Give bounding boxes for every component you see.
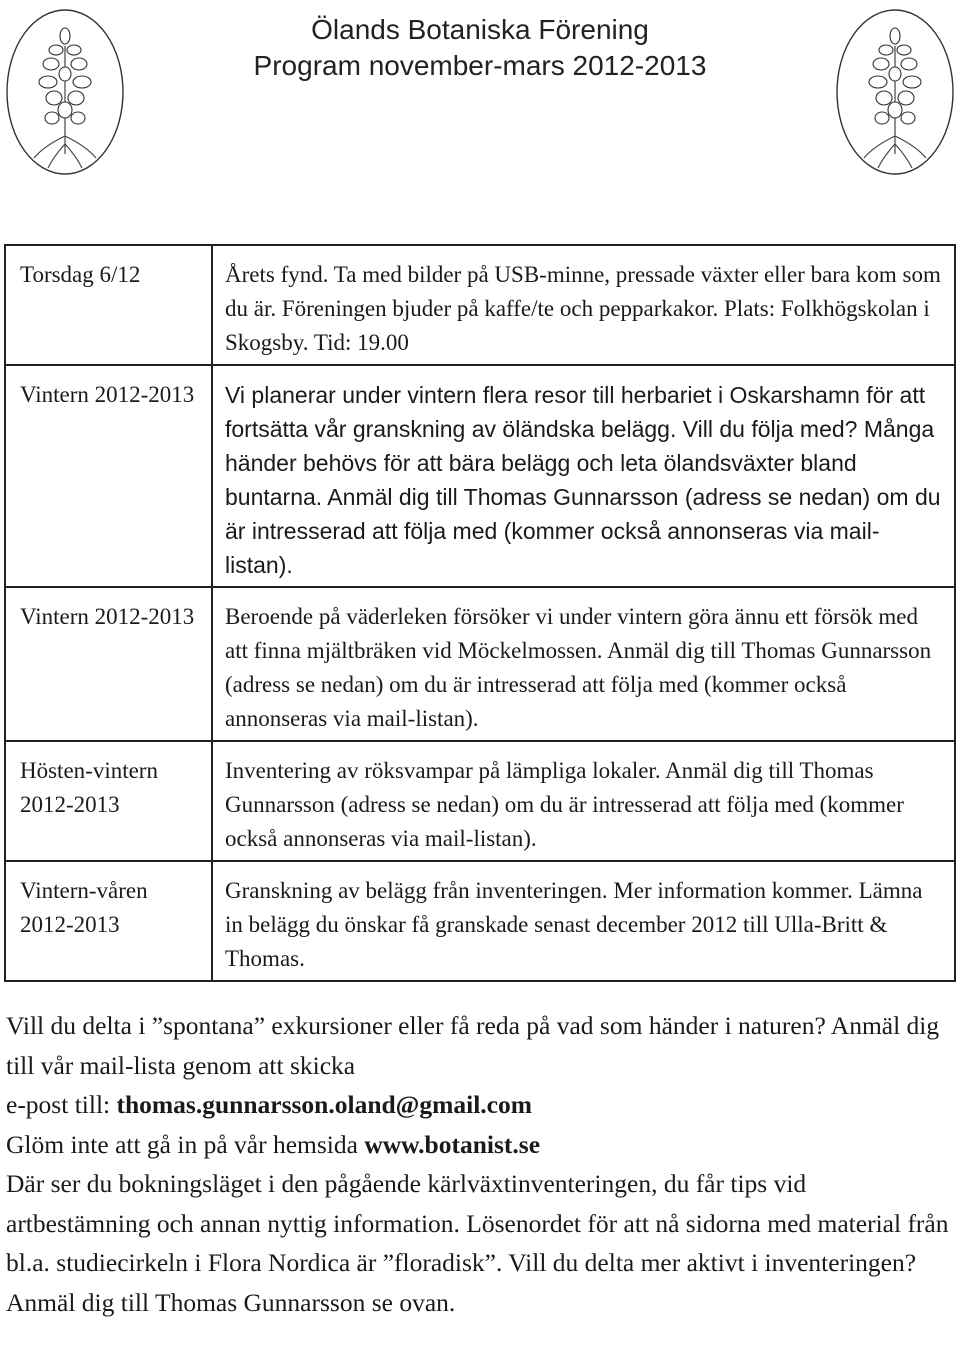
event-description: Inventering av röksvampar på lämpliga lokaler. Anmäl dig till Thomas Gunnarsson (adress se nedan) om du är intresserad att följa med (kommer också annonseras via mail-listan).	[212, 741, 955, 861]
email-line	[6, 1085, 956, 1125]
info-section	[6, 1006, 956, 1322]
website-prefix: Glöm inte att gå in på vår hemsida	[6, 1129, 365, 1159]
orchid-emblem-icon	[4, 6, 126, 178]
event-description: Beroende på väderleken försöker vi under vintern göra ännu ett försök med att finna mjältbräken vid Möckelmossen. Anmäl dig till Thomas Gunnarsson (adress se nedan) om du är intresserad att följa med (kommer också annonseras via mail-listan).	[212, 587, 955, 741]
table-row	[5, 741, 955, 861]
table-row	[5, 587, 955, 741]
website-line	[6, 1125, 956, 1165]
event-description: Årets fynd. Ta med bilder på USB-minne, pressade växter eller bara kom som du är. Föreningen bjuder på kaffe/te och pepparkakor. Plats: Folkhögskolan i Skogsby. Tid: 19.00	[212, 245, 955, 365]
document-header	[0, 12, 960, 84]
program-table	[4, 244, 956, 982]
email-link[interactable]: thomas.gunnarsson.oland@gmail.com	[116, 1090, 532, 1119]
orchid-emblem-icon	[834, 6, 956, 178]
event-description: Vi planerar under vintern flera resor till herbariet i Oskarshamn för att fortsätta vår granskning av öländska belägg. Vill du följa med? Många händer behövs för att bära belägg och leta ölandsväxter bland buntarna. Anmäl dig till Thomas Gunnarsson (adress se nedan) om du är intresserad att följa med (kommer också annonseras via mail-listan).	[212, 365, 955, 587]
page-subtitle: Program november-mars 2012-2013	[253, 50, 707, 81]
event-date: Torsdag 6/12	[5, 245, 212, 365]
event-date: Vintern 2012-2013	[5, 365, 212, 587]
event-date: Vintern 2012-2013	[5, 587, 212, 741]
website-link[interactable]: www.botanist.se	[364, 1129, 541, 1159]
email-prefix: e-post till:	[6, 1090, 117, 1119]
page-title: Ölands Botaniska Förening	[311, 14, 649, 45]
event-description: Granskning av belägg från inventeringen. Mer information kommer. Lämna in belägg du önskar få granskade senast december 2012 till Ulla-Britt & Thomas.	[212, 861, 955, 981]
event-date: Vintern-våren 2012-2013	[5, 861, 212, 981]
closing-paragraph: Där ser du bokningsläget i den pågående kärlväxtinventeringen, du får tips vid artbestämning och annan nyttig information. Lösenordet för att nå sidorna med material från bl.a. studiecirkeln i Flora Nordica är ”floradisk”. Vill du delta mer aktivt i inventeringen? Anmäl dig till Thomas Gunnarsson se ovan.	[6, 1169, 949, 1317]
event-date: Hösten-vintern 2012-2013	[5, 741, 212, 861]
table-row	[5, 365, 955, 587]
table-row	[5, 861, 955, 981]
mailing-list-invite: Vill du delta i ”spontana” exkursioner eller få reda på vad som händer i naturen? Anmäl dig till vår mail-lista genom att skicka	[6, 1011, 940, 1080]
table-row	[5, 245, 955, 365]
